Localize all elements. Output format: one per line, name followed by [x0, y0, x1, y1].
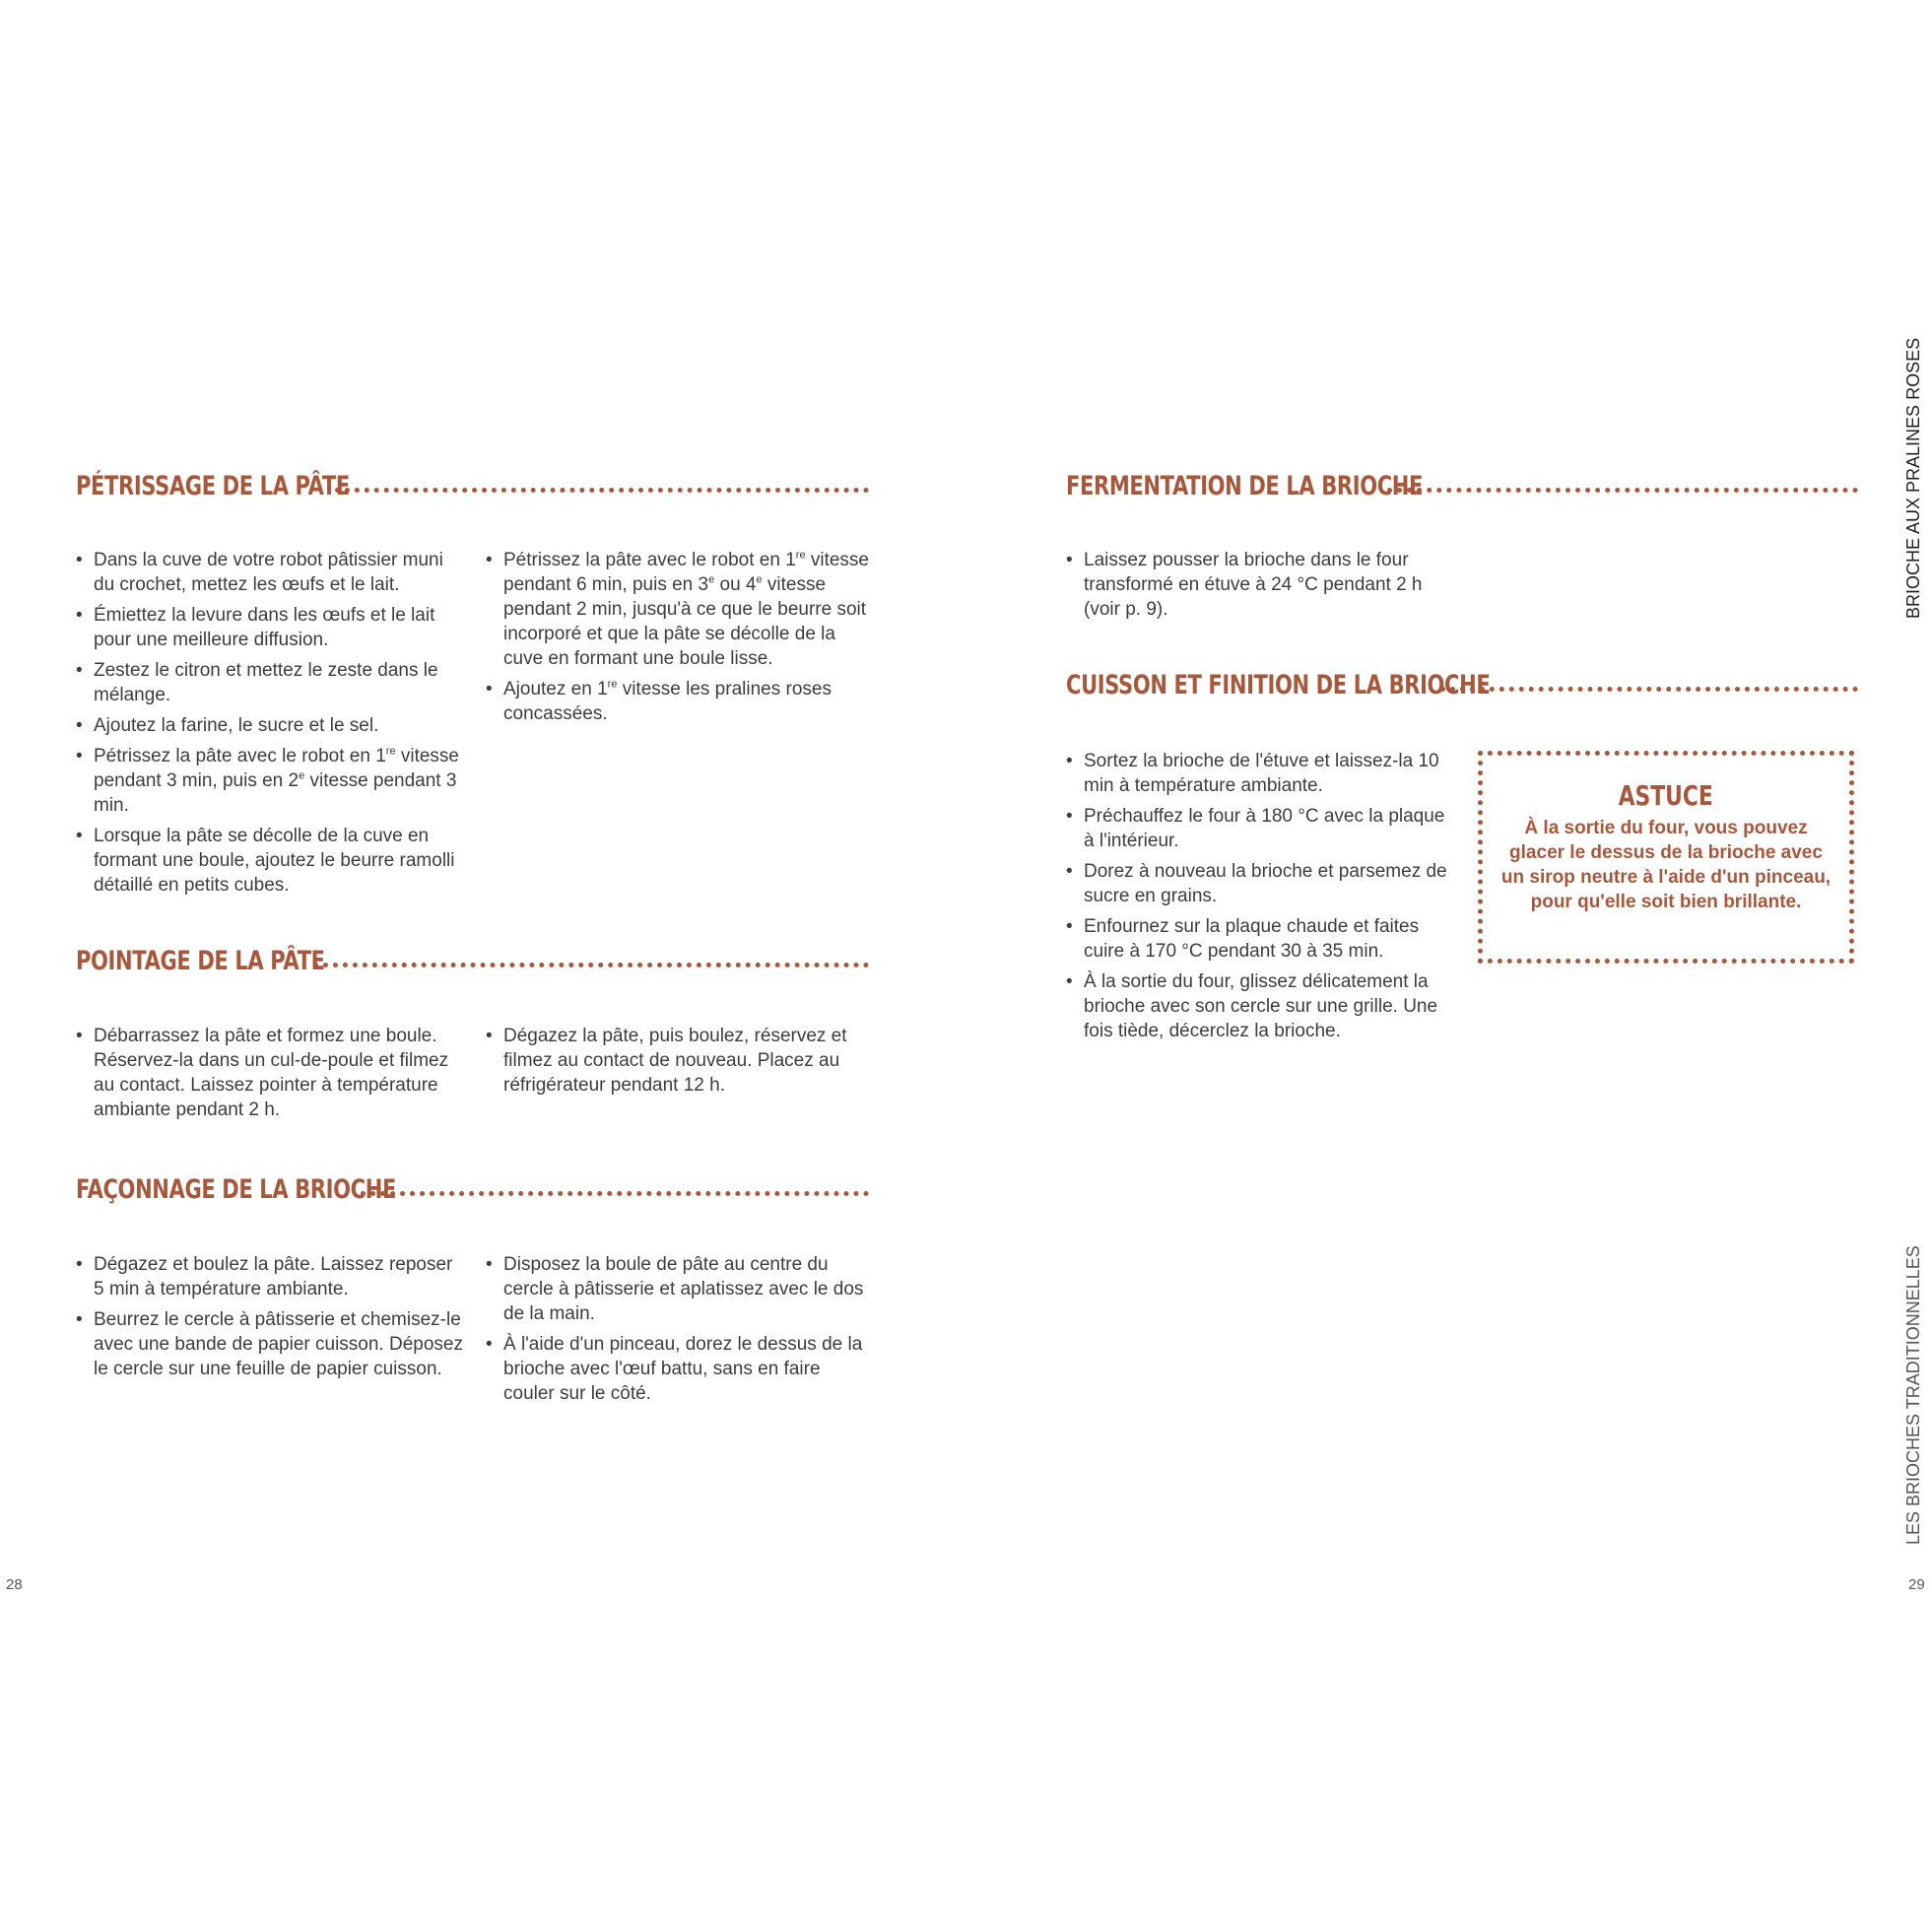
dotted-rule [335, 488, 869, 493]
list-item: • À l'aide d'un pinceau, dorez le dessus de la brioche avec l'œuf battu, sans en faire couler sur le côté. [486, 1332, 875, 1406]
side-title: BRIOCHE AUX PRALINES ROSES [1903, 337, 1923, 619]
section-heading-faconnage [76, 1174, 487, 1205]
astuce-box [1478, 751, 1854, 964]
list-item: • Dorez à nouveau la brioche et parsemez de sucre en grains. [1066, 859, 1460, 908]
section-title: FERMENTATION DE LA BRIOCHE [1066, 471, 1424, 501]
side-category: LES BRIOCHES TRADITIONNELLES [1903, 1245, 1923, 1545]
page-number-left: 28 [6, 1576, 23, 1593]
section-title: PÉTRISSAGE DE LA PÂTE [76, 471, 350, 501]
list-item: • Zestez le citron et mettez le zeste dans le mélange. [76, 658, 465, 707]
list-item: • Pétrissez la pâte avec le robot en 1re vitesse pendant 6 min, puis en 3e ou 4e vitesse pendant 2 min, jusqu'à ce que le beurre soit incorporé et que la pâte se décolle de la cuve en formant une boule lisse. [486, 548, 875, 671]
page-number-right: 29 [1908, 1576, 1925, 1593]
pointage-col-2 [486, 1024, 875, 1103]
list-item: • Dans la cuve de votre robot pâtissier muni du crochet, mettez les œufs et le lait. [76, 548, 465, 597]
list-item: • Dégazez et boulez la pâte. Laissez reposer 5 min à température ambiante. [76, 1252, 465, 1301]
list-item: • À la sortie du four, glissez délicatement la brioche avec son cercle sur une grille. Une fois tiède, décerclez la brioche. [1066, 969, 1460, 1043]
section-title: POINTAGE DE LA PÂTE [76, 946, 325, 976]
dotted-rule [1387, 488, 1858, 493]
astuce-title: ASTUCE [1618, 779, 1714, 812]
list-item: • Ajoutez la farine, le sucre et le sel. [76, 713, 465, 738]
section-title: CUISSON ET FINITION DE LA BRIOCHE [1066, 670, 1491, 700]
section-heading-cuisson [1066, 670, 1610, 700]
list-item: • Émiettez la levure dans les œufs et le lait pour une meilleure diffusion. [76, 603, 465, 652]
list-item: • Préchauffez le four à 180 °C avec la plaque à l'intérieur. [1066, 804, 1460, 853]
section-heading-pointage [76, 946, 395, 976]
fermentation-col [1066, 548, 1460, 628]
faconnage-col-2 [486, 1252, 875, 1412]
section-heading-fermentation [1066, 471, 1523, 501]
petrissage-col-2 [486, 548, 875, 732]
list-item: • Lorsque la pâte se décolle de la cuve en formant une boule, ajoutez le beurre ramolli détaillé en petits cubes. [76, 824, 465, 898]
list-item: • Sortez la brioche de l'étuve et laissez-la 10 min à température ambiante. [1066, 749, 1460, 798]
dotted-rule [361, 1191, 869, 1196]
list-item: • Dégazez la pâte, puis boulez, réservez et filmez au contact de nouveau. Placez au réfrigérateur pendant 12 h. [486, 1024, 875, 1098]
faconnage-col-1 [76, 1252, 465, 1387]
section-heading-petrissage [76, 471, 427, 501]
petrissage-col-1 [76, 548, 465, 903]
list-item: • Beurrez le cercle à pâtisserie et chemisez-le avec une bande de papier cuisson. Déposez le cercle sur une feuille de papier cuisson. [76, 1307, 465, 1381]
list-item: • Enfournez sur la plaque chaude et faites cuire à 170 °C pendant 30 à 35 min. [1066, 914, 1460, 964]
list-item: • Débarrassez la pâte et formez une boule. Réservez-la dans un cul-de-poule et filmez au contact. Laissez pointer à température ambiante pendant 2 h. [76, 1024, 465, 1122]
list-item: • Pétrissez la pâte avec le robot en 1re vitesse pendant 3 min, puis en 2e vitesse pendant 3 min. [76, 744, 465, 818]
pointage-col-1 [76, 1024, 465, 1128]
list-item: • Laissez pousser la brioche dans le four transformé en étuve à 24 °C pendant 2 h (voir p. 9). [1066, 548, 1460, 622]
list-item: • Ajoutez en 1re vitesse les pralines roses concassées. [486, 677, 875, 726]
dotted-rule [313, 963, 869, 967]
astuce-text: À la sortie du four, vous pouvez glacer le dessus de la brioche avec un sirop neutre à l'aide d'un pinceau, pour qu'elle soit bien brillante. [1500, 818, 1832, 912]
section-title: FAÇONNAGE DE LA BRIOCHE [76, 1174, 396, 1205]
cuisson-col [1066, 749, 1460, 1049]
list-item: • Disposez la boule de pâte au centre du cercle à pâtisserie et aplatissez avec le dos de la main. [486, 1252, 875, 1326]
dotted-rule [1440, 687, 1858, 692]
